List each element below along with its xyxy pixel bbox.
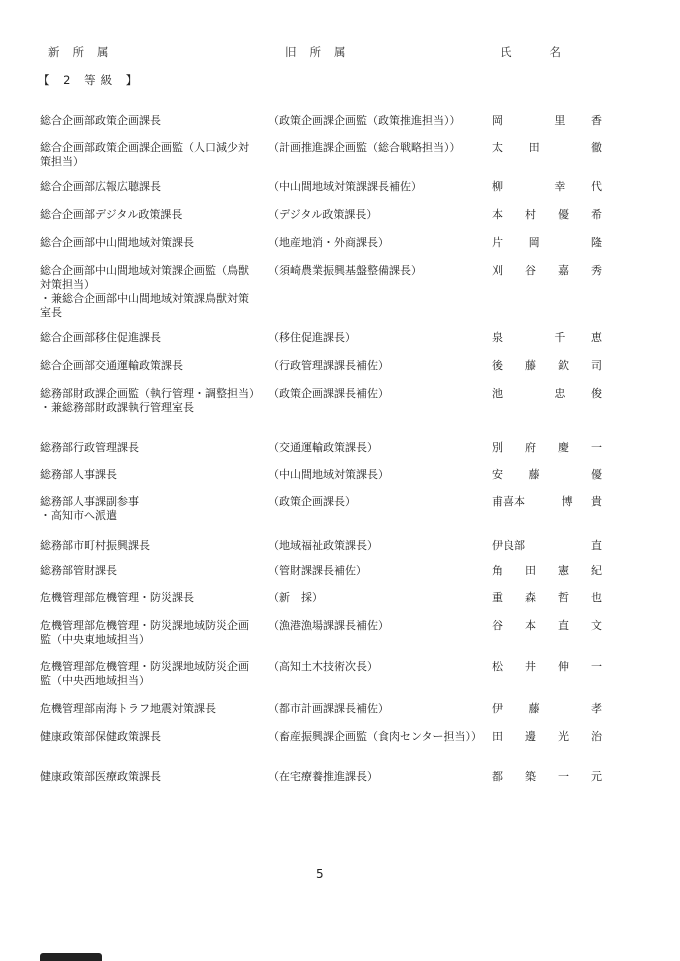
name-character: 欽: [558, 359, 569, 372]
new-affiliation: [40, 264, 255, 320]
person-name: [492, 141, 602, 155]
old-affiliation: （計画推進課企画監（総合戦略担当））: [268, 141, 461, 154]
name-character: 香: [590, 114, 602, 127]
name-character: 一: [558, 770, 569, 783]
name-character: 邊: [525, 730, 536, 743]
name-character: 千: [554, 331, 566, 344]
name-character: 松: [492, 660, 503, 673]
new-affiliation: [40, 387, 260, 415]
new-affiliation: [40, 141, 255, 169]
new-affiliation-text: 総務部行政管理課長: [40, 441, 139, 454]
name-character: 幸: [554, 180, 566, 193]
old-affiliation: （新 採）: [268, 591, 323, 604]
new-affiliation: [40, 619, 255, 647]
name-character: 治: [591, 730, 602, 743]
new-affiliation-text: 総務部財政課企画監（執行管理・調整担当）: [40, 387, 260, 400]
person-name: [492, 331, 602, 345]
old-affiliation: （在宅療養推進課長）: [268, 770, 378, 783]
name-character: 恵: [590, 331, 602, 344]
new-affiliation-text: 総合企画部広報広聴課長: [40, 180, 161, 193]
new-affiliation: [40, 114, 255, 128]
old-affiliation: （都市計画課課長補佐）: [268, 702, 389, 715]
person-name: [492, 495, 602, 509]
name-character: 田: [528, 141, 540, 154]
new-affiliation: [40, 730, 255, 744]
name-character: 森: [525, 591, 536, 604]
name-character: 直: [558, 619, 569, 632]
grade-heading: 【 2 等級 】: [38, 73, 143, 87]
concurrent-post: ・高知市へ派遣: [40, 509, 117, 522]
name-character: 光: [558, 730, 569, 743]
person-name: [492, 660, 602, 674]
name-character: 秀: [591, 264, 602, 277]
person-name: [492, 441, 602, 455]
old-affiliation: （管財課課長補佐）: [268, 564, 367, 577]
old-affiliation: （地産地消・外商課長）: [268, 236, 389, 249]
name-character: 池: [492, 387, 503, 400]
name-character: 孝: [590, 702, 602, 715]
new-affiliation: [40, 359, 255, 373]
new-affiliation-text: 危機管理部危機管理・防災課地域防災企画監（中央西地域担当）: [40, 660, 249, 687]
name-character: 徹: [590, 141, 602, 154]
name-character: 村: [525, 208, 536, 221]
name-character: 本: [525, 619, 536, 632]
name-character: 紀: [591, 564, 602, 577]
name-character: 優: [558, 208, 569, 221]
new-affiliation-text: 総合企画部デジタル政策課長: [40, 208, 183, 221]
old-affiliation: （移住促進課長）: [268, 331, 356, 344]
name-character: 貴: [590, 495, 602, 508]
name-character: 田: [525, 564, 536, 577]
name-character: 里: [554, 114, 566, 127]
name-character: 谷: [492, 619, 503, 632]
new-affiliation: [40, 208, 255, 222]
new-affiliation: [40, 539, 255, 553]
name-character: 本: [492, 208, 503, 221]
header-new-affiliation: 新所属: [48, 45, 122, 59]
old-affiliation: （須崎農業振興基盤整備課長）: [268, 264, 422, 277]
name-character: 岡: [492, 114, 503, 127]
old-affiliation: （中山間地域対策課長）: [268, 468, 389, 481]
new-affiliation: [40, 180, 255, 194]
name-character: 刈: [492, 264, 503, 277]
new-affiliation-text: 総合企画部移住促進課長: [40, 331, 161, 344]
name-character: 藤: [528, 468, 540, 481]
new-affiliation: [40, 660, 255, 688]
new-affiliation-text: 総合企画部中山間地域対策課長: [40, 236, 194, 249]
name-character: 俊: [590, 387, 602, 400]
person-name: [492, 359, 602, 373]
person-name: [492, 730, 602, 744]
old-affiliation: （政策企画課企画監（政策推進担当））: [268, 114, 461, 127]
name-character: 井: [525, 660, 536, 673]
new-affiliation: [40, 564, 255, 578]
name-character: 藤: [525, 359, 536, 372]
person-name: [492, 468, 602, 482]
old-affiliation: （政策企画課課長補佐）: [268, 387, 389, 400]
person-name: [492, 114, 602, 128]
name-character: 嘉: [558, 264, 569, 277]
new-affiliation-text: 危機管理部危機管理・防災課長: [40, 591, 194, 604]
name-character: 哲: [558, 591, 569, 604]
person-name: [492, 564, 602, 578]
old-affiliation: （地域福祉政策課長）: [268, 539, 378, 552]
header-old-affiliation: 旧所属: [285, 45, 359, 59]
name-character: 希: [591, 208, 602, 221]
person-name: [492, 387, 602, 401]
name-character: 甫喜本: [492, 495, 525, 508]
name-character: 司: [591, 359, 602, 372]
person-name: [492, 702, 602, 716]
person-name: [492, 591, 602, 605]
person-name: [492, 236, 602, 250]
old-affiliation: （高知土木技術次長）: [268, 660, 378, 673]
new-affiliation-text: 総合企画部政策企画課長: [40, 114, 161, 127]
name-character: 伸: [558, 660, 569, 673]
concurrent-post: ・兼総合企画部中山間地域対策課鳥獣対策室長: [40, 292, 249, 319]
old-affiliation: （行政管理課課長補佐）: [268, 359, 389, 372]
name-character: 憲: [558, 564, 569, 577]
new-affiliation-text: 総合企画部政策企画課企画監（人口減少対策担当）: [40, 141, 249, 168]
name-character: 文: [591, 619, 602, 632]
name-character: 田: [492, 730, 503, 743]
new-affiliation-text: 総合企画部中山間地域対策課企画監（鳥獣対策担当）: [40, 264, 249, 291]
person-name: [492, 619, 602, 633]
new-affiliation-text: 総務部人事課副参事: [40, 495, 139, 508]
name-character: 伊: [492, 702, 503, 715]
name-character: 別: [492, 441, 503, 454]
new-affiliation-text: 総務部管財課長: [40, 564, 117, 577]
name-character: 泉: [492, 331, 503, 344]
name-character: 忠: [554, 387, 566, 400]
name-character: 優: [590, 468, 602, 481]
new-affiliation: [40, 236, 255, 250]
new-affiliation: [40, 770, 255, 784]
name-character: 一: [591, 441, 602, 454]
new-affiliation: [40, 591, 255, 605]
page-number: 5: [316, 867, 324, 881]
header-name: 氏名: [500, 45, 599, 59]
name-character: 藤: [528, 702, 540, 715]
person-name: [492, 539, 602, 553]
name-character: 後: [492, 359, 503, 372]
name-character: 都: [492, 770, 503, 783]
new-affiliation-text: 総合企画部交通運輸政策課長: [40, 359, 183, 372]
scan-mark: [40, 953, 102, 961]
new-affiliation: [40, 468, 255, 482]
name-character: 也: [591, 591, 602, 604]
name-character: 太: [492, 141, 503, 154]
name-character: 岡: [528, 236, 540, 249]
new-affiliation: [40, 331, 255, 345]
new-affiliation-text: 危機管理部危機管理・防災課地域防災企画監（中央東地域担当）: [40, 619, 249, 646]
name-character: 一: [591, 660, 602, 673]
person-name: [492, 208, 602, 222]
old-affiliation: （畜産振興課企画監（食肉センター担当））: [268, 730, 483, 743]
name-character: 谷: [525, 264, 536, 277]
person-name: [492, 180, 602, 194]
name-character: 隆: [590, 236, 602, 249]
old-affiliation: （中山間地域対策課課長補佐）: [268, 180, 422, 193]
person-name: [492, 770, 602, 784]
name-character: 慶: [558, 441, 569, 454]
new-affiliation-text: 総務部市町村振興課長: [40, 539, 150, 552]
name-character: 築: [525, 770, 536, 783]
name-character: 片: [492, 236, 503, 249]
old-affiliation: （政策企画課長）: [268, 495, 356, 508]
name-character: 博: [561, 495, 573, 508]
new-affiliation-text: 健康政策部保健政策課長: [40, 730, 161, 743]
new-affiliation-text: 健康政策部医療政策課長: [40, 770, 161, 783]
name-character: 角: [492, 564, 503, 577]
old-affiliation: （交通運輸政策課長）: [268, 441, 378, 454]
name-character: 伊良部: [492, 539, 525, 552]
concurrent-post: ・兼総務部財政課執行管理室長: [40, 401, 194, 414]
new-affiliation: [40, 702, 255, 716]
name-character: 安: [492, 468, 503, 481]
name-character: 元: [591, 770, 602, 783]
new-affiliation-text: 総務部人事課長: [40, 468, 117, 481]
new-affiliation-text: 危機管理部南海トラフ地震対策課長: [40, 702, 216, 715]
name-character: 重: [492, 591, 503, 604]
name-character: 府: [525, 441, 536, 454]
name-character: 柳: [492, 180, 503, 193]
new-affiliation: [40, 441, 255, 455]
name-character: 代: [590, 180, 602, 193]
old-affiliation: （デジタル政策課長）: [268, 208, 378, 221]
name-character: 直: [591, 539, 602, 552]
person-name: [492, 264, 602, 278]
new-affiliation: [40, 495, 255, 523]
old-affiliation: （漁港漁場課課長補佐）: [268, 619, 389, 632]
